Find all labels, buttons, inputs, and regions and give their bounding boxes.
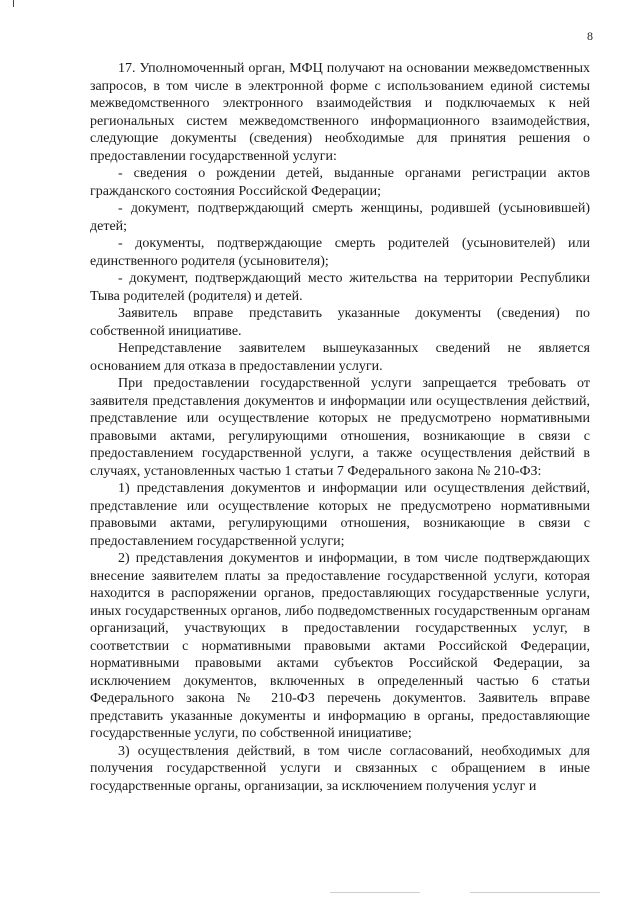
paragraph-birth-records: - сведения о рождении детей, выданные органами регистрации актов гражданского состояния Российской Федерации; <box>90 166 590 199</box>
page-number: 8 <box>587 29 593 43</box>
paragraph-non-submission: Непредставление заявителем вышеуказанных сведений не является основанием для отказа в предоставлении услуги. <box>90 341 590 374</box>
paragraph-17: 17. Уполномоченный орган, МФЦ получают на основании межведомственных запросов, в том числе в электронной форме с использованием единой системы межведомственного электронного взаимодействия и подключаемых к ней региональных систем межведомственного информационного взаимодействия, следующие документы (сведения) необходимые для принятия решения о предоставлении государственной услуги: <box>90 61 590 164</box>
document-body <box>90 60 590 795</box>
scan-artifact-line-left <box>330 892 420 893</box>
scan-artifact-line-right <box>470 892 600 893</box>
paragraph-applicant-right: Заявитель вправе представить указанные документы (сведения) по собственной инициативе. <box>90 306 590 339</box>
paragraph-death-of-parents: - документы, подтверждающие смерть родителей (усыновителей) или единственного родителя (усыновителя); <box>90 236 590 269</box>
paragraph-item-1: 1) представления документов и информации или осуществления действий, представление или осуществление которых не предусмотрено нормативными правовыми актами, регулирующими отношения, возникающие в связи с предоставлением государственной услуги; <box>90 481 590 549</box>
scan-artifact-mark <box>13 0 14 7</box>
paragraph-item-3: 3) осуществления действий, в том числе согласований, необходимых для получения государственной услуги и связанных с обращением в иные государственные органы, организации, за исключением получения услуг и <box>90 743 590 794</box>
paragraph-prohibition: При предоставлении государственной услуги запрещается требовать от заявителя представления документов и информации или осуществления действий, представление или осуществление которых не предусмотрено нормативными правовыми актами, регулирующими отношения, возникающие в связи с предоставлением государственной услуги, а также осуществления действий в случаях, установленных частью 1 статьи 7 Федерального закона № 210-ФЗ: <box>90 376 590 479</box>
paragraph-residence: - документ, подтверждающий место жительства на территории Республики Тыва родителей (родителя) и детей. <box>90 271 590 304</box>
paragraph-death-of-woman: - документ, подтверждающий смерть женщины, родившей (усыновившей) детей; <box>90 201 590 234</box>
paragraph-item-2: 2) представления документов и информации, в том числе подтверждающих внесение заявителем платы за предоставление государственной услуги, которая находится в распоряжении органов, предоставляющих государственные услуги, иных государственных органов, либо подведомственных государственным органам организаций, участвующих в предоставлении государственных услуг, в соответствии с нормативными правовыми актами Российской Федерации, нормативными правовыми актами субъектов Российской Федерации, за исключением документов, включенных в определенный частью 6 статьи Федерального закона № 210-ФЗ перечень документов. Заявитель вправе представить указанные документы и информацию в органы, предоставляющие государственные услуги, по собственной инициативе; <box>90 551 590 741</box>
